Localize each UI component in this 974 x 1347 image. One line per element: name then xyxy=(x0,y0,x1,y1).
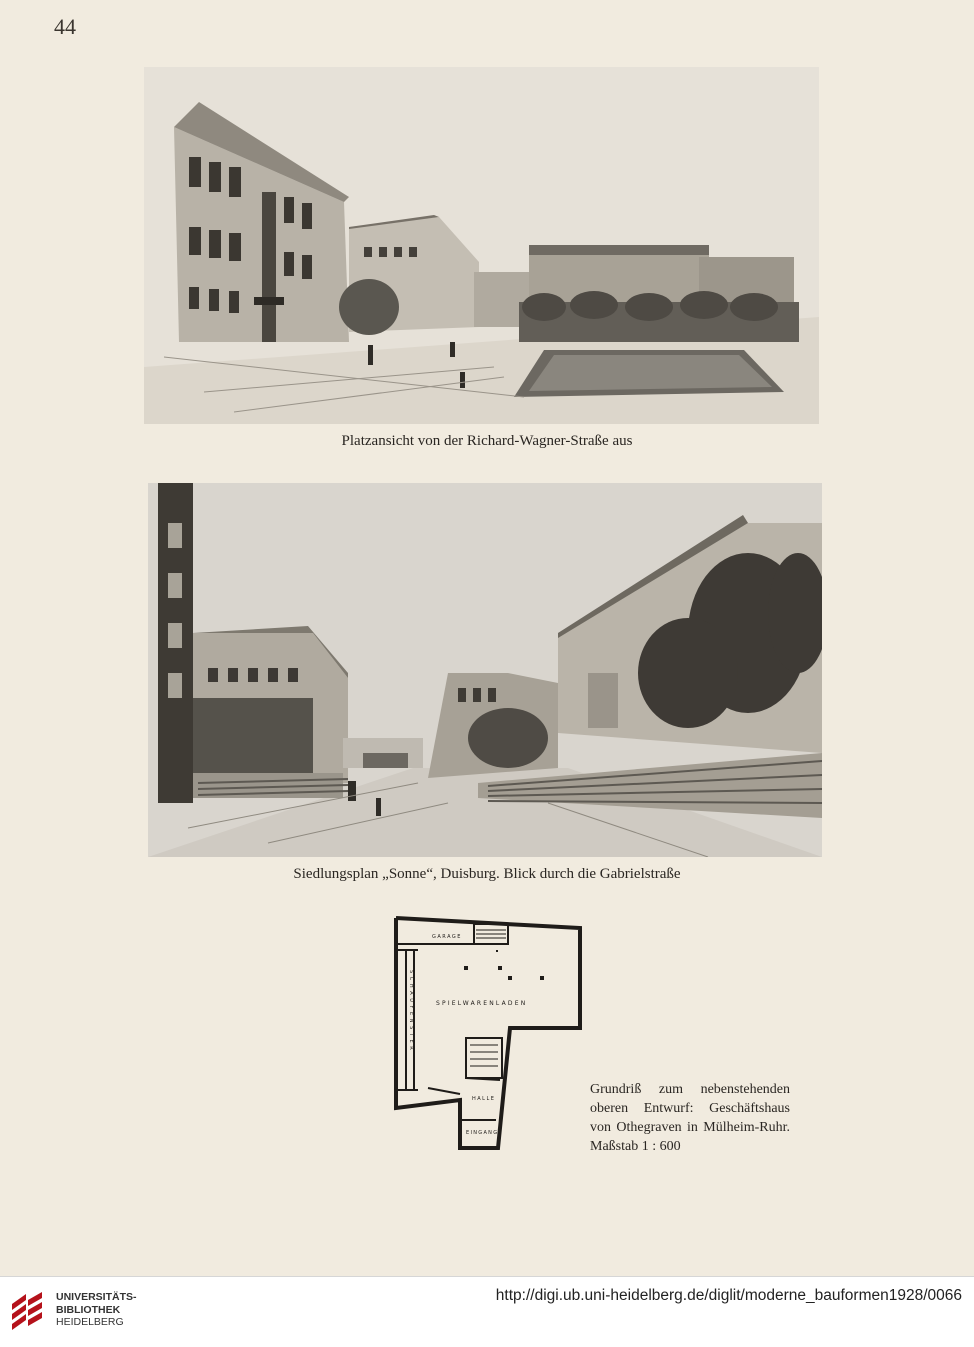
footer-bar xyxy=(0,1276,974,1347)
floor-plan xyxy=(388,910,588,1158)
sketch-square-view xyxy=(144,67,819,424)
caption-floor-plan: Grundriß zum nebenstehenden oberen Entwurf: Geschäftshaus von Othegraven in Mülheim-Ruhr. Maßstab 1 : 600 xyxy=(590,1082,790,1154)
caption-street-view: Siedlungsplan „Sonne“, Duisburg. Blick durch die Gabrielstraße xyxy=(293,866,681,882)
label-hall: HALLE xyxy=(472,1096,496,1102)
page-number: 44 xyxy=(54,14,76,39)
caption-square-view: Platzansicht von der Richard-Wagner-Straße aus xyxy=(341,433,633,449)
label-entrance: EINGANG xyxy=(466,1130,499,1136)
label-window: SCHAUFENSTER xyxy=(408,970,414,1054)
university-library-logo xyxy=(10,1290,46,1332)
source-url-link[interactable]: http://digi.ub.uni-heidelberg.de/diglit/moderne_bauformen1928/0066 xyxy=(495,1287,962,1304)
label-shop: SPIELWARENLADEN xyxy=(436,1000,528,1007)
sketch-street-view xyxy=(148,483,822,857)
library-name: UNIVERSITÄTS- BIBLIOTHEK HEIDELBERG xyxy=(56,1291,137,1328)
label-garage: GARAGE xyxy=(432,934,462,940)
